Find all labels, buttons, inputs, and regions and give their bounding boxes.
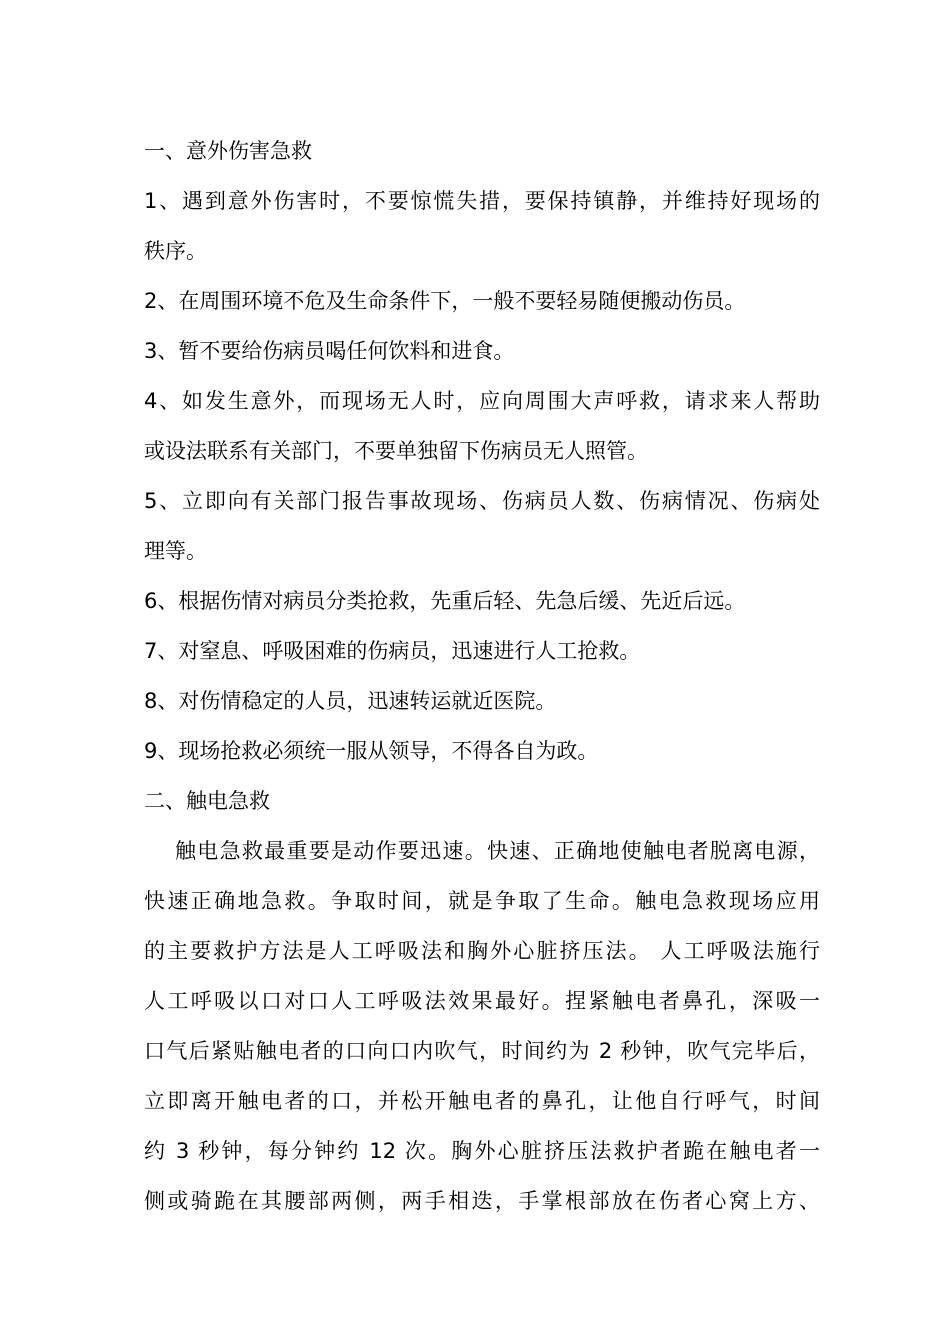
document-body: [144, 126, 820, 1226]
paragraph-line: 立即离开触电者的口，并松开触电者的鼻孔，让他自行呼气，时间: [144, 1089, 820, 1113]
paragraph-line: 或设法联系有关部门，不要单独留下伤病员无人照管。: [144, 439, 648, 463]
paragraph-line: 5、立即向有关部门报告事故现场、伤病员人数、伤病情况、伤病处: [144, 489, 820, 513]
paragraph-line: 口气后紧贴触电者的口向口内吹气，时间约为 2 秒钟，吹气完毕后，: [144, 1039, 820, 1063]
paragraph-line: 快速正确地急救。争取时间，就是争取了生命。触电急救现场应用: [144, 889, 820, 913]
paragraph-line: 9、现场抢救必须统一服从领导，不得各自为政。: [144, 739, 599, 763]
paragraph-line: 约 3 秒钟，每分钟约 12 次。胸外心脏挤压法救护者跪在触电者一: [144, 1139, 820, 1163]
paragraph-line: 1、遇到意外伤害时，不要惊慌失措，要保持镇静，并维持好现场的: [144, 189, 820, 213]
paragraph-line: 8、对伤情稳定的人员，迅速转运就近医院。: [144, 689, 557, 713]
paragraph-line: 秩序。: [144, 239, 207, 263]
paragraph-line: 7、对窒息、呼吸困难的伤病员，迅速进行人工抢救。: [144, 639, 641, 663]
paragraph-line: 3、暂不要给伤病员喝任何饮料和进食。: [144, 339, 515, 363]
paragraph-line: 侧或骑跪在其腰部两侧，两手相迭，手掌根部放在伤者心窝上方、: [144, 1189, 820, 1213]
paragraph-line: 6、根据伤情对病员分类抢救，先重后轻、先急后缓、先近后远。: [144, 589, 746, 613]
paragraph-line: 的主要救护方法是人工呼吸法和胸外心脏挤压法。 人工呼吸法施行: [144, 939, 820, 963]
paragraph-line: 人工呼吸以口对口人工呼吸法效果最好。捏紧触电者鼻孔，深吸一: [144, 989, 820, 1013]
section-heading-accident-first-aid: 一、意外伤害急救: [144, 139, 312, 163]
paragraph-line: 触电急救最重要是动作要迅速。快速、正确地使触电者脱离电源，: [175, 839, 820, 863]
paragraph-line: 理等。: [144, 539, 207, 563]
paragraph-line: 2、在周围环境不危及生命条件下，一般不要轻易随便搬动伤员。: [144, 289, 746, 313]
section-heading-electric-shock-first-aid: 二、触电急救: [144, 789, 270, 813]
paragraph-line: 4、如发生意外，而现场无人时，应向周围大声呼救，请求来人帮助: [144, 389, 820, 413]
